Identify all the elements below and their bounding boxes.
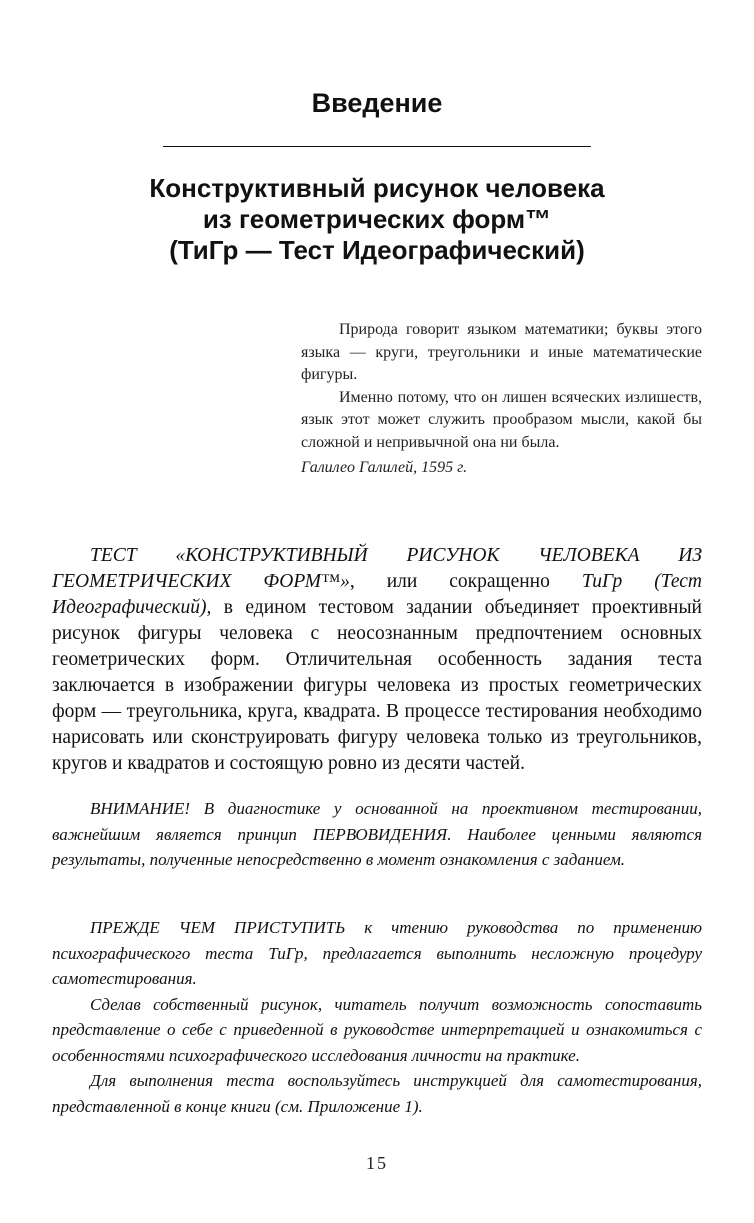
intro-text [52,543,702,777]
intro-description: в едином тестовом задании объединяет проективный рисунок фигуры человека с неосознанным предпочтением основных геометрических форм. Отличительная особенность задания теста заключается в изображении фигуры человека из простых геометрических форм — треугольника, круга, квадрата. В процессе тестирования необходимо нарисовать или сконструировать фигуру человека только из треугольников, кругов и квадратов и состоящую ровно из десяти частей. [52,597,702,774]
instructions-paragraph-3: Для выполнения теста воспользуйтесь инструкцией для самотестирования, представленной в конце книги (см. Приложение 1). [52,1071,702,1116]
epigraph-paragraph-1: Природа говорит языком математики; буквы этого языка — круги, треугольники и иные математические фигуры. [301,321,702,383]
warning-paragraph: ВНИМАНИЕ! В диагностике у основанной на проективном тестировании, важнейшим является принцип ПЕРВОВИДЕНИЯ. Наиболее ценными являются результаты, полученные непосредственно в момент ознакомления с заданием. [52,799,702,869]
test-abbreviation-italic: ТиГр (Тест Идеографический), [52,571,702,618]
title-divider [163,146,591,147]
warning-block [52,796,702,873]
page-number: 15 [366,1153,388,1173]
chapter-title [60,173,694,266]
instructions-block [52,915,702,1119]
instructions-paragraph-2: Сделав собственный рисунок, читатель получит возможность сопоставить представление о себе с приведенной в руководстве интерпретацией и ознакомиться с особенностями психографического исследования личности на практике. [52,994,702,1065]
chapter-title-line-2: из геометрических форм™ [202,204,552,234]
test-name-italic: ТЕСТ «КОНСТРУКТИВНЫЙ РИСУНОК ЧЕЛОВЕКА ИЗ ГЕОМЕТРИЧЕСКИХ ФОРМ™» [52,545,702,592]
intro-connector: , или сокращенно [349,571,582,592]
chapter-title-line-3: (ТиГр — Тест Идеографический) [169,235,585,265]
epigraph [301,319,702,480]
epigraph-attribution: Галилео Галилей, 1595 г. [301,459,468,476]
instructions-paragraph-1: ПРЕЖДЕ ЧЕМ ПРИСТУПИТЬ к чтению руководства по применению психографического теста ТиГр, предлагается выполнить несложную процедуру самотестирования. [52,918,702,988]
intro-paragraph [52,543,702,777]
section-title: Введение [311,88,443,118]
epigraph-paragraph-2: Именно потому, что он лишен всяческих излишеств, язык этот может служить прообразом мысли, какой бы сложной и непривычной она ни была. [301,388,702,451]
chapter-title-line-1: Конструктивный рисунок человека [149,173,605,203]
